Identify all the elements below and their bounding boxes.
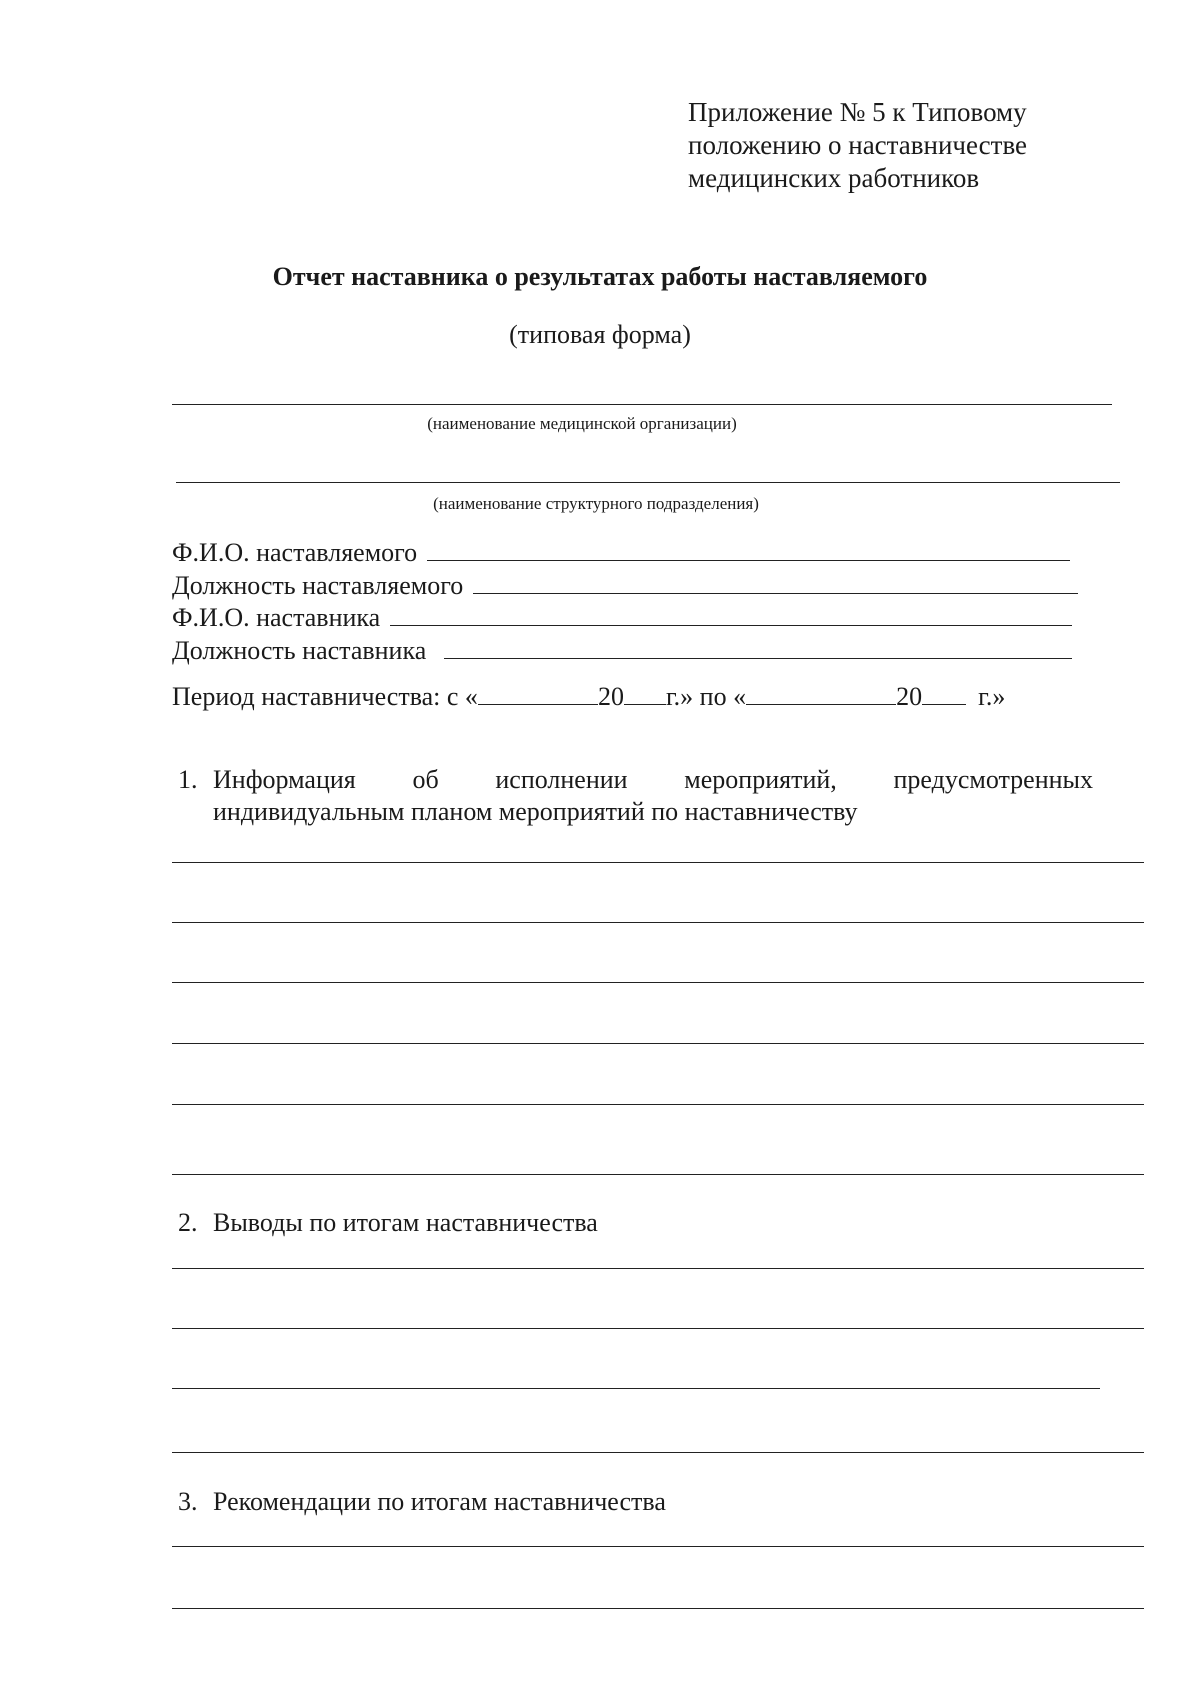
- document-subtitle: (типовая форма): [509, 320, 691, 349]
- section-3-answer-line[interactable]: [172, 1546, 1144, 1547]
- mentor-name-field: [172, 603, 1072, 633]
- period-start-year-line[interactable]: [624, 682, 666, 705]
- section-2-number: 2.: [178, 1208, 198, 1237]
- period-start-year-prefix: 20: [597, 682, 624, 711]
- period-start-day-line[interactable]: [478, 682, 598, 705]
- mentoring-period: [172, 682, 1005, 712]
- section-1-answer-line[interactable]: [172, 1043, 1144, 1044]
- section-2-answer-line[interactable]: [172, 1388, 1100, 1389]
- mentee-position-input-line[interactable]: [473, 571, 1078, 594]
- section-1-word: предусмотренных: [893, 765, 1093, 794]
- mentee-name-input-line[interactable]: [427, 538, 1070, 561]
- appendix-line-1: Приложение № 5 к Типовому: [688, 97, 1027, 127]
- period-middle-text: г.» по «: [665, 682, 747, 711]
- section-2-answer-line[interactable]: [172, 1328, 1144, 1329]
- section-1-word: мероприятий,: [684, 765, 837, 794]
- section-1-answer-line[interactable]: [172, 922, 1144, 923]
- mentor-name-label: Ф.И.О. наставника: [172, 603, 381, 632]
- department-input-line[interactable]: [176, 482, 1120, 483]
- section-1-line-2: индивидуальным планом мероприятий по наставничеству: [213, 797, 858, 826]
- appendix-line-2: положению о наставничестве: [688, 130, 1028, 160]
- section-3-title: Рекомендации по итогам наставничества: [213, 1487, 666, 1516]
- section-2-title: Выводы по итогам наставничества: [213, 1208, 598, 1237]
- mentor-position-field: [172, 636, 1072, 666]
- period-end-year-line[interactable]: [922, 682, 966, 705]
- section-1-word: Информация: [213, 765, 356, 794]
- section-1-heading: [0, 764, 1200, 834]
- document-title: Отчет наставника о результатах работы наставляемого: [272, 262, 928, 291]
- section-3-heading: [0, 1486, 1200, 1520]
- section-1-answer-line[interactable]: [172, 1174, 1144, 1175]
- mentor-position-label: Должность наставника: [172, 636, 427, 665]
- section-3-answer-line[interactable]: [172, 1608, 1144, 1609]
- section-1-answer-line[interactable]: [172, 862, 1144, 863]
- department-caption: (наименование структурного подразделения): [433, 494, 759, 513]
- section-1-answer-line[interactable]: [172, 1104, 1144, 1105]
- period-end-day-line[interactable]: [746, 682, 896, 705]
- appendix-line-3: медицинских работников: [688, 163, 980, 193]
- organization-input-line[interactable]: [172, 404, 1112, 405]
- section-3-number: 3.: [178, 1487, 198, 1516]
- organization-caption: (наименование медицинской организации): [427, 414, 737, 433]
- period-label: Период наставничества: с «: [172, 682, 478, 711]
- appendix-note: [688, 96, 1027, 195]
- section-2-heading: [0, 1207, 1200, 1241]
- section-1-number: 1.: [178, 765, 198, 794]
- mentor-position-input-line[interactable]: [444, 636, 1072, 659]
- section-2-answer-line[interactable]: [172, 1452, 1144, 1453]
- mentor-name-input-line[interactable]: [390, 603, 1072, 626]
- period-end-text: г.»: [978, 682, 1006, 711]
- section-2-answer-line[interactable]: [172, 1268, 1144, 1269]
- section-1-answer-line[interactable]: [172, 982, 1144, 983]
- mentee-position-label: Должность наставляемого: [172, 571, 464, 600]
- mentee-name-field: [172, 538, 1070, 568]
- section-1-word: исполнении: [495, 765, 628, 794]
- mentee-position-field: [172, 571, 1078, 601]
- section-1-line-1: [213, 764, 1093, 796]
- mentee-name-label: Ф.И.О. наставляемого: [172, 538, 418, 567]
- section-1-word: об: [412, 765, 439, 794]
- period-end-year-prefix: 20: [896, 682, 923, 711]
